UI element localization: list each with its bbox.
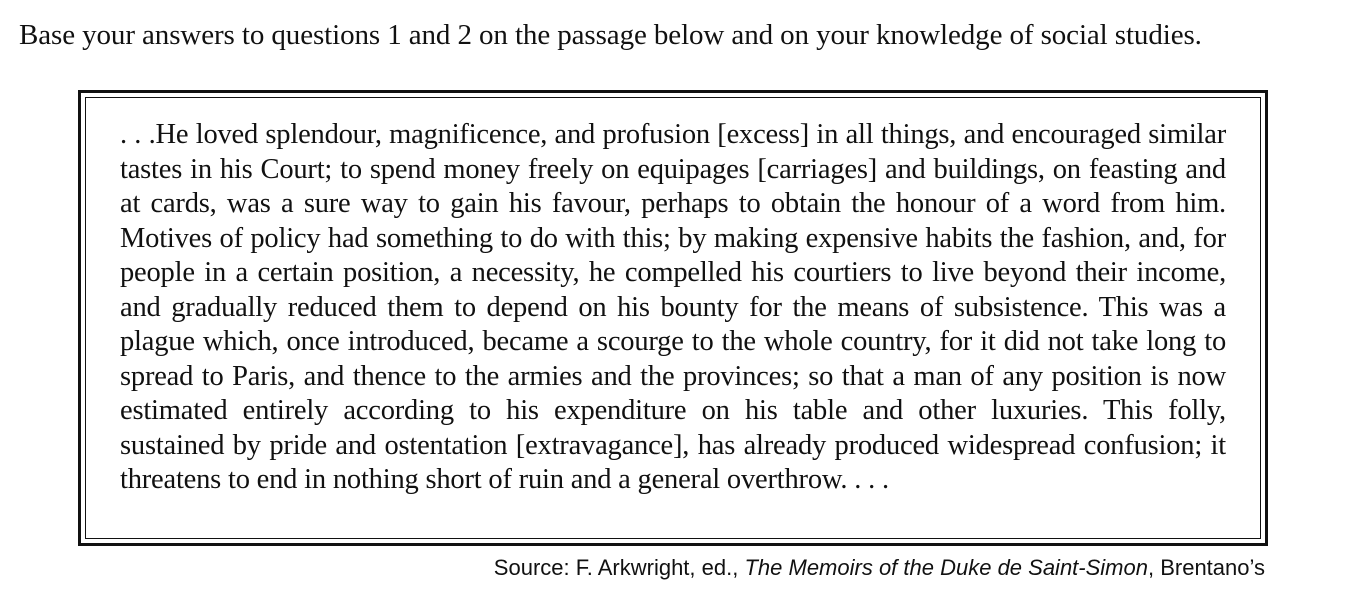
source-title: The Memoirs of the Duke de Saint-Simon [744, 555, 1148, 580]
passage-text: . . .He loved splendour, magnificence, and profusion [excess] in all things, and encouraged similar tastes in his Court; to spend money freely on equipages [carriages] and buildings, on feasting and at cards, was a sure way to gain his favour, perhaps to obtain the honour of a word from him. Motives of policy had something to do with this; by making expensive habits the fashion, and, for people in a certain position, a necessity, he compelled his courtiers to live beyond their income, and gradually reduced them to depend on his bounty for the means of subsistence. This was a plague which, once introduced, became a scourge to the whole country, for it did not take long to spread to Paris, and thence to the armies and the provinces; so that a man of any position is now estimated entirely according to his expenditure on his table and other luxuries. This folly, sustained by pride and ostentation [extravagance], has already produced widespread confusion; it threatens to end in nothing short of ruin and a general overthrow. . . . [120, 119, 1226, 495]
source-citation [494, 554, 1265, 582]
source-prefix: Source: F. Arkwright, ed., [493, 555, 745, 580]
instructions-text: Base your answers to questions 1 and 2 on the passage below and on your knowledge of social studies. [19, 19, 1202, 51]
passage-box [78, 90, 1268, 546]
passage-inner-border [85, 97, 1261, 539]
source-suffix: , Brentano’s [1147, 555, 1265, 580]
